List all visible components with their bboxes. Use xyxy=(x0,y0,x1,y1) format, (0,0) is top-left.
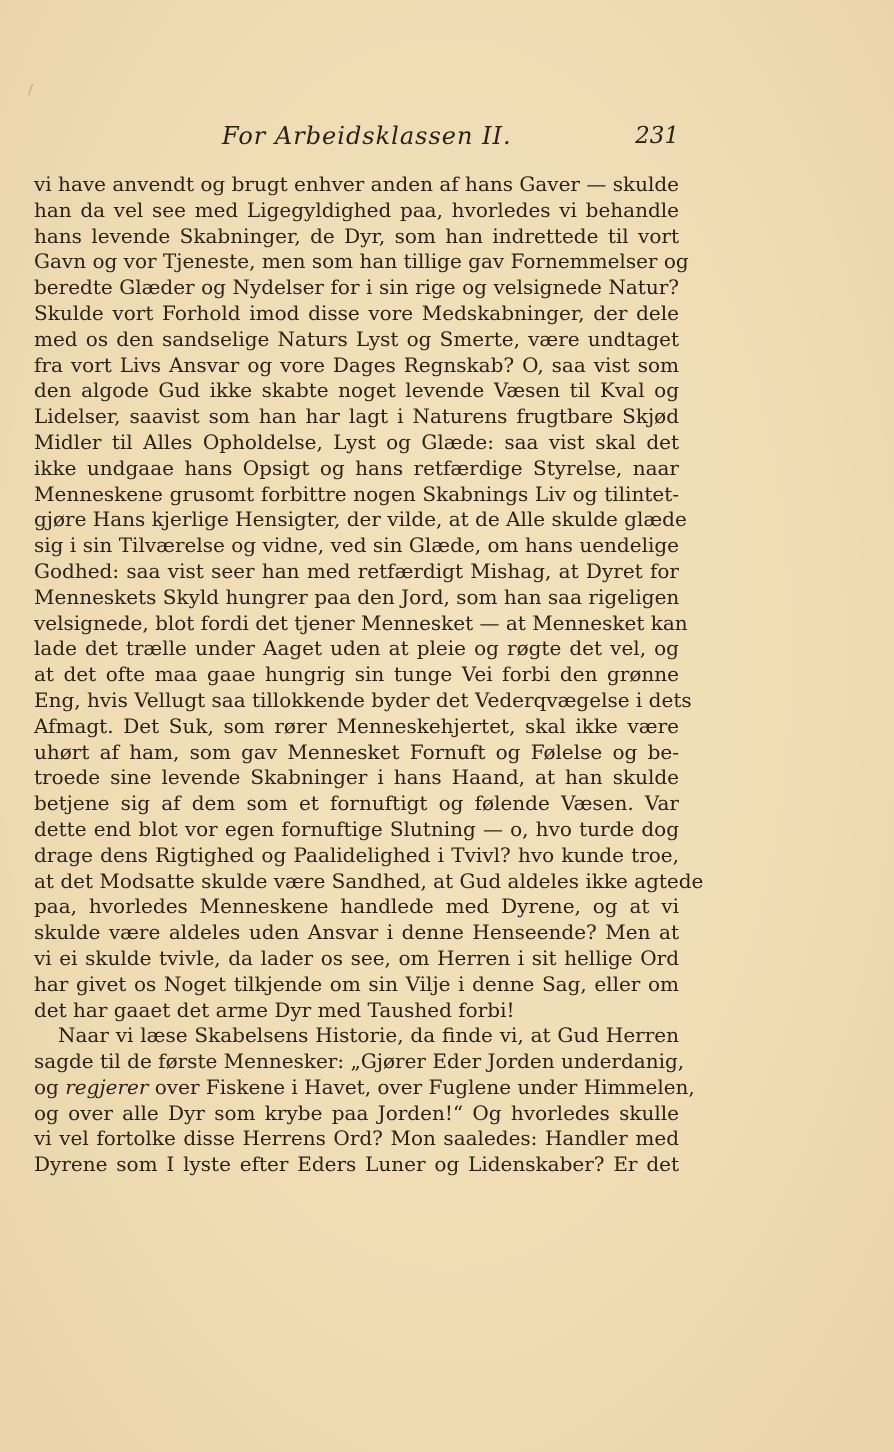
text-line: Gavn og vor Tjeneste, men som han tillige gav Fornemmelser og xyxy=(34,249,689,274)
text-line: at det ofte maa gaae hungrig sin tunge Vei forbi den grønne xyxy=(34,662,679,687)
text-line: lade det trælle under Aaget uden at pleie og røgte det vel, og xyxy=(34,636,679,661)
text-line: velsignede, blot fordi det tjener Mennesket — at Mennesket kan xyxy=(34,610,688,635)
text-line: ikke undgaae hans Opsigt og hans retfærdige Styrelse, naar xyxy=(34,455,679,480)
text-line: paa, hvorledes Menneskene handlede med Dyrene, og at vi xyxy=(34,894,679,919)
text-line: Eng, hvis Vellugt saa tillokkende byder det Vederqvægelse i dets xyxy=(34,687,692,712)
page-number: 231 xyxy=(635,123,679,149)
text-line: at det Modsatte skulde være Sandhed, at Gud aldeles ikke agtede xyxy=(34,868,704,893)
text-line: Naar vi læse Skabelsens Historie, da finde vi, at Gud Herren xyxy=(58,1023,679,1048)
text-line xyxy=(34,1074,695,1101)
text-line: fra vort Livs Ansvar og vore Dages Regnskab? O, saa vist som xyxy=(34,352,679,377)
text-line: vi ei skulde tvivle, da lader os see, om Herren i sit hellige Ord xyxy=(34,945,679,970)
text-line: Afmagt. Det Suk, som rører Menneskehjertet, skal ikke være xyxy=(34,713,679,738)
text-line: med os den sandselige Naturs Lyst og Smerte, være undtaget xyxy=(34,326,679,351)
text-line: gjøre Hans kjerlige Hensigter, der vilde, at de Alle skulde glæde xyxy=(34,507,687,532)
text-segment: over Fiskene i Havet, over Fuglene under Himmelen, xyxy=(154,1074,695,1099)
emphasis-word: regjerer xyxy=(65,1074,149,1099)
text-line: Skulde vort Forhold imod disse vore Medskabninger, der dele xyxy=(34,300,679,325)
text-line: betjene sig af dem som et fornuftigt og følende Væsen. Var xyxy=(34,791,679,816)
text-line: drage dens Rigtighed og Paalidelighed i Tvivl? hvo kunde troe, xyxy=(34,842,679,867)
text-line: han da vel see med Ligegyldighed paa, hvorledes vi behandle xyxy=(34,197,679,222)
text-line: Lidelser, saavist som han har lagt i Naturens frugtbare Skjød xyxy=(34,404,679,429)
text-line: vi have anvendt og brugt enhver anden af hans Gaver — skulde xyxy=(34,172,679,196)
text-line: Dyrene som I lyste efter Eders Luner og Lidenskaber? Er det xyxy=(34,1152,679,1177)
text-line: hans levende Skabninger, de Dyr, som han indrettede til vort xyxy=(34,223,679,248)
text-line: og over alle Dyr som krybe paa Jorden!“ Og hvorledes skulle xyxy=(34,1100,679,1125)
text-line: Godhed: saa vist seer han med retfærdigt Mishag, at Dyret for xyxy=(34,558,679,583)
text-line: den algode Gud ikke skabte noget levende Væsen til Kval og xyxy=(34,378,679,403)
text-line: Menneskets Skyld hungrer paa den Jord, som han saa rigeligen xyxy=(34,584,680,609)
text-line: troede sine levende Skabninger i hans Haand, at han skulde xyxy=(34,765,679,790)
page-header xyxy=(34,118,679,154)
text-line: Menneskene grusomt forbittre nogen Skabnings Liv og tilintet- xyxy=(34,481,679,506)
text-line: beredte Glæder og Nydelser for i sin rige og velsignede Natur? xyxy=(34,275,679,300)
text-line: skulde være aldeles uden Ansvar i denne Henseende? Men at xyxy=(34,920,679,945)
text-line: har givet os Noget tilkjende om sin Vilje i denne Sag, eller om xyxy=(34,971,679,996)
text-line: sagde til de første Mennesker: „Gjører Eder Jorden underdanig, xyxy=(34,1049,685,1074)
body-text xyxy=(34,172,704,1178)
text-line: vi vel fortolke disse Herrens Ord? Mon saaledes: Handler med xyxy=(34,1126,679,1151)
text-line: dette end blot vor egen fornuftige Slutning — o, hvo turde dog xyxy=(34,816,679,841)
paragraph-2 xyxy=(34,1023,695,1178)
paragraph-1 xyxy=(34,172,704,1023)
text-line: det har gaaet det arme Dyr med Taushed forbi! xyxy=(34,997,515,1022)
text-line: uhørt af ham, som gav Mennesket Fornuft og Følelse og be- xyxy=(34,739,679,764)
text-line: sig i sin Tilværelse og vidne, ved sin Glæde, om hans uendelige xyxy=(34,533,679,558)
running-title: For Arbeidsklassen II. xyxy=(222,122,512,150)
text-segment: og xyxy=(34,1074,59,1099)
text-line: Midler til Alles Opholdelse, Lyst og Glæde: saa vist skal det xyxy=(34,429,679,454)
